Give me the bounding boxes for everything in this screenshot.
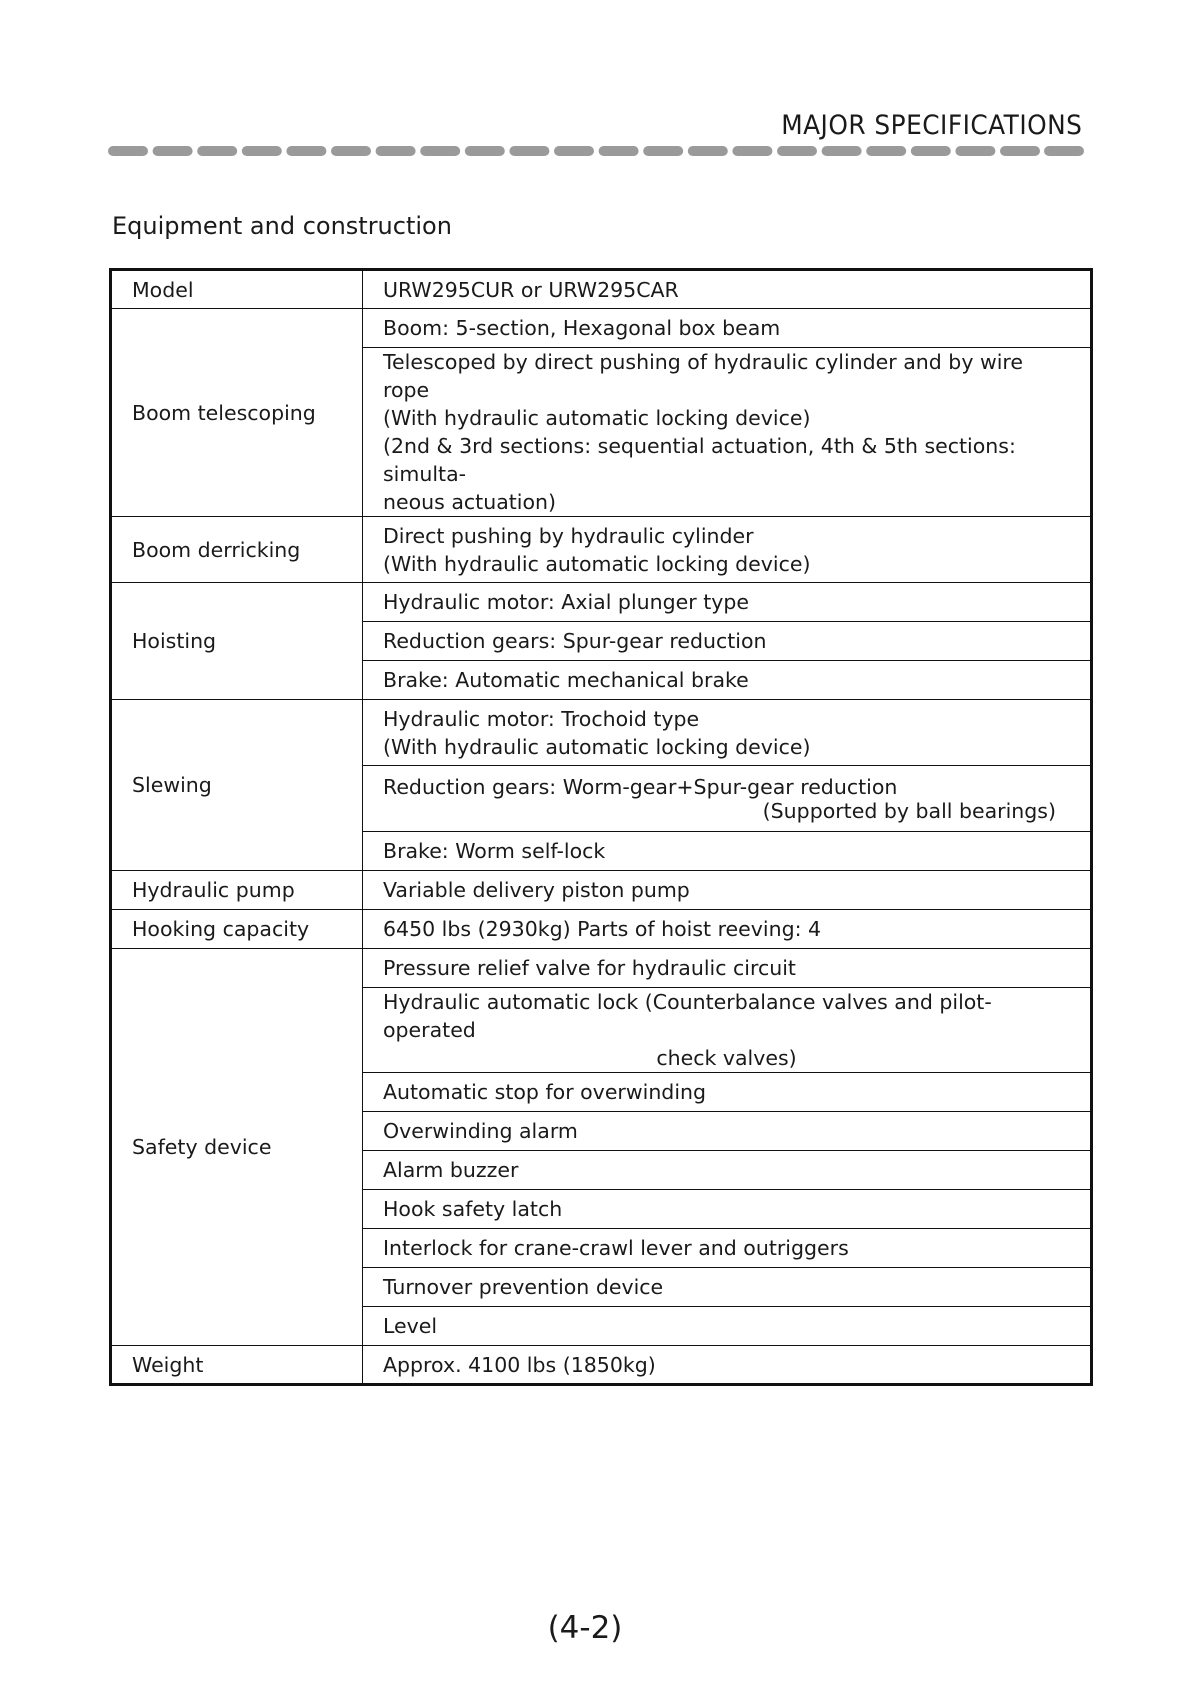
table-row	[111, 910, 1092, 949]
table-row	[111, 270, 1092, 309]
row-value	[363, 517, 1092, 583]
section-heading: Equipment and construction	[112, 212, 452, 240]
table-row	[111, 700, 1092, 766]
row-label: Hoisting	[111, 583, 363, 700]
row-value: 6450 lbs (2930kg) Parts of hoist reeving: 4	[363, 910, 1092, 949]
row-value	[363, 700, 1092, 766]
value-line: (Supported by ball bearings)	[762, 798, 1056, 823]
value-line: Direct pushing by hydraulic cylinder	[383, 523, 754, 548]
value-line: (With hydraulic automatic locking device)	[383, 406, 811, 430]
row-value: Brake: Automatic mechanical brake	[363, 661, 1092, 700]
page-number: (4-2)	[547, 1610, 623, 1646]
row-value: Interlock for crane-crawl lever and outriggers	[363, 1229, 1092, 1268]
row-value: Approx. 4100 lbs (1850kg)	[363, 1346, 1092, 1385]
specifications-table	[109, 268, 1093, 1386]
row-label: Model	[111, 270, 363, 309]
value-line: Telescoped by direct pushing of hydraulic cylinder and by wire rope	[383, 350, 1024, 402]
row-label: Slewing	[111, 700, 363, 871]
row-value: Hook safety latch	[363, 1190, 1092, 1229]
value-line: neous actuation)	[383, 490, 557, 514]
row-value: Boom: 5-section, Hexagonal box beam	[363, 309, 1092, 348]
row-value: Automatic stop for overwinding	[363, 1073, 1092, 1112]
dashed-divider	[108, 145, 1084, 157]
table-row	[111, 583, 1092, 622]
row-label: Safety device	[111, 949, 363, 1346]
row-value: Overwinding alarm	[363, 1112, 1092, 1151]
table-row	[111, 309, 1092, 348]
row-value: Variable delivery piston pump	[363, 871, 1092, 910]
row-value	[363, 988, 1092, 1073]
table-row	[111, 949, 1092, 988]
row-value: Turnover prevention device	[363, 1268, 1092, 1307]
row-value: Reduction gears: Spur-gear reduction	[363, 622, 1092, 661]
table-row	[111, 1346, 1092, 1385]
row-value	[363, 348, 1092, 517]
row-label: Hydraulic pump	[111, 871, 363, 910]
row-value: Level	[363, 1307, 1092, 1346]
row-value: URW295CUR or URW295CAR	[363, 270, 1092, 309]
table-row	[111, 871, 1092, 910]
row-value	[363, 766, 1092, 832]
row-value: Pressure relief valve for hydraulic circuit	[363, 949, 1092, 988]
row-value: Alarm buzzer	[363, 1151, 1092, 1190]
page-header-title: MAJOR SPECIFICATIONS	[780, 110, 1082, 141]
value-line: Hydraulic automatic lock (Counterbalance valves and pilot-operated	[383, 990, 992, 1042]
table-row	[111, 517, 1092, 583]
row-label: Boom derricking	[111, 517, 363, 583]
row-value: Hydraulic motor: Axial plunger type	[363, 583, 1092, 622]
row-label: Hooking capacity	[111, 910, 363, 949]
value-line: (With hydraulic automatic locking device)	[383, 551, 811, 576]
value-line: Reduction gears: Worm-gear+Spur-gear reduction	[383, 774, 898, 799]
value-line: check valves)	[656, 1046, 797, 1070]
row-label: Weight	[111, 1346, 363, 1385]
value-line: (With hydraulic automatic locking device)	[383, 734, 811, 759]
value-line: (2nd & 3rd sections: sequential actuation, 4th & 5th sections: simulta-	[383, 434, 1016, 486]
row-value: Brake: Worm self-lock	[363, 832, 1092, 871]
value-line: Hydraulic motor: Trochoid type	[383, 706, 700, 731]
row-label: Boom telescoping	[111, 309, 363, 517]
